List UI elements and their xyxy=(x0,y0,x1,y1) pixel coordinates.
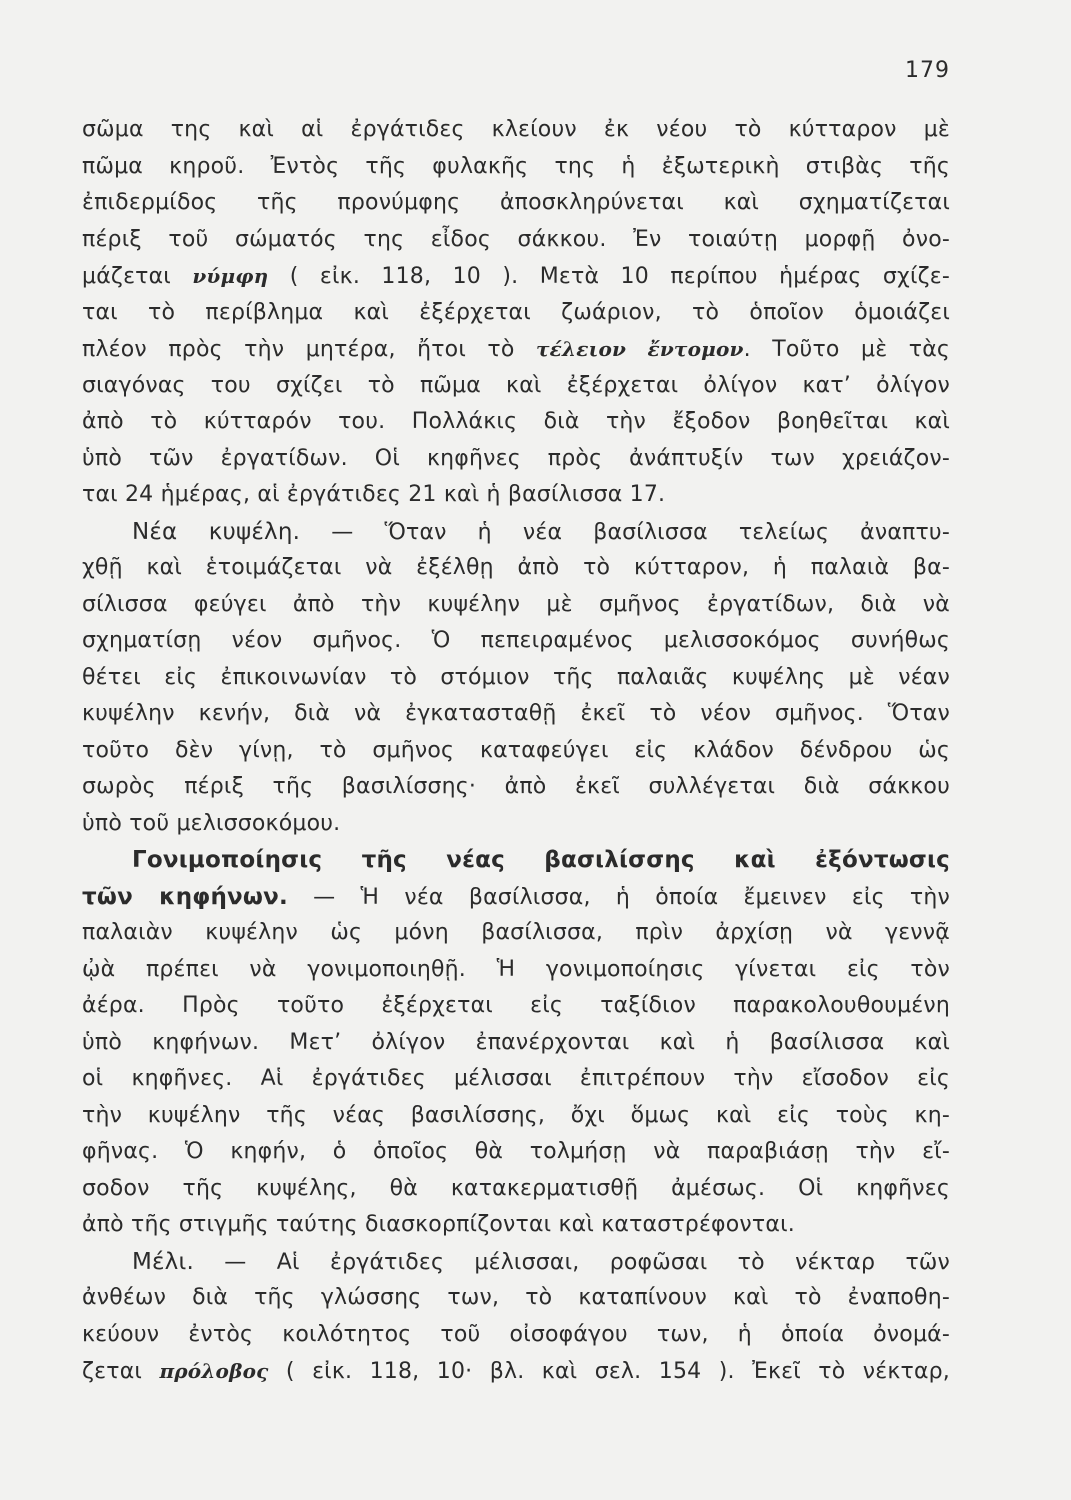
text-line: ἐπιδερμίδος τῆς προνύμφης ἀποσκληρύνεται καὶ σχηματίζεται xyxy=(82,190,950,215)
text-line: ὑπὸ τῶν ἐργατίδων. Οἱ κηφῆνες πρὸς ἀνάπτυξίν των χρειάζον- xyxy=(82,445,950,471)
text-line: ὑπὸ τοῦ μελισσοκόμου. xyxy=(82,810,341,836)
section-line-gonimopoiisis xyxy=(82,842,950,879)
text-line: σιαγόνας του σχίζει τὸ πῶμα καὶ ἐξέρχεται ὀλίγον κατ’ ὀλίγον xyxy=(82,372,950,398)
page-number: 179 xyxy=(905,58,950,83)
term-teleion-entomon: τέλειον ἔντομον xyxy=(535,337,744,361)
text-line: πέριξ τοῦ σώματός της εἶδος σάκκου. Ἐν τοιαύτῃ μορφῇ ὀνο- xyxy=(82,226,950,252)
text-line: ἀέρα. Πρὸς τοῦτο ἐξέρχεται εἰς ταξίδιον παρακολουθουμένη xyxy=(82,993,950,1018)
text-span: . Τοῦτο μὲ τὰς xyxy=(743,337,950,362)
text-span: — Ἡ νέα βασίλισσα, ἡ ὁποία ἔμεινεν εἰς τὴν xyxy=(287,884,950,910)
section-line-nea-kypseli xyxy=(82,514,950,551)
text-line xyxy=(82,879,950,916)
text-span: ζεται xyxy=(82,1359,160,1384)
text-line: σῶμα της καὶ αἱ ἐργάτιδες κλείουν ἐκ νέου τὸ κύτταρον μὲ xyxy=(82,117,950,142)
text-line: σίλισσα φεύγει ἀπὸ τὴν κυψέλην μὲ σμῆνος ἐργατίδων, διὰ νὰ xyxy=(82,591,950,617)
text-span: ( εἰκ. 118, 10· βλ. καὶ σελ. 154 ). Ἐκεῖ τὸ νέκταρ, xyxy=(268,1359,950,1384)
text-span: πλέον πρὸς τὴν μητέρα, ἤτοι τὸ xyxy=(82,337,536,362)
text-line: ται 24 ἡμέρας, αἱ ἐργάτιδες 21 καὶ ἡ βασίλισσα 17. xyxy=(82,482,666,507)
text-line xyxy=(82,258,950,295)
text-line: κεύουν ἐντὸς κοιλότητος τοῦ οἰσοφάγου των, ἡ ὁποία ὀνομά- xyxy=(82,1321,950,1347)
text-line: ὑπὸ κηφήνων. Μετ’ ὀλίγον ἐπανέρχονται καὶ ἡ βασίλισσα καὶ xyxy=(82,1029,950,1055)
section-heading-continued: τῶν κηφήνων. xyxy=(82,883,288,910)
term-nymfi: νύμφη xyxy=(192,264,269,288)
text-line: σχηματίσῃ νέον σμῆνος. Ὁ πεπειραμένος μελισσοκόμος συνήθως xyxy=(82,628,950,653)
text-line: κυψέλην κενήν, διὰ νὰ ἐγκατασταθῇ ἐκεῖ τὸ νέον σμῆνος. Ὅταν xyxy=(82,701,950,726)
text-line: ἀπὸ τὸ κύτταρόν του. Πολλάκις διὰ τὴν ἔξοδον βοηθεῖται καὶ xyxy=(82,409,950,434)
text-line: τοῦτο δὲν γίνῃ, τὸ σμῆνος καταφεύγει εἰς κλάδον δένδρου ὡς xyxy=(82,737,950,763)
text-line: πῶμα κηροῦ. Ἐντὸς τῆς φυλακῆς της ἡ ἐξωτερικὴ στιβὰς τῆς xyxy=(82,153,950,179)
text-line: παλαιὰν κυψέλην ὡς μόνη βασίλισσα, πρὶν ἀρχίσῃ νὰ γεννᾷ xyxy=(82,920,950,945)
section-line-meli xyxy=(82,1244,950,1281)
text-span: — Αἱ ἐργάτιδες μέλισσαι, ροφῶσαι τὸ νέκταρ τῶν xyxy=(193,1249,950,1275)
text-span: — Ὅταν ἡ νέα βασίλισσα τελείως ἀναπτυ- xyxy=(300,519,950,545)
text-line: ἀπὸ τῆς στιγμῆς ταύτης διασκορπίζονται καὶ καταστρέφονται. xyxy=(82,1212,795,1237)
text-line: σωρὸς πέριξ τῆς βασιλίσσης· ἀπὸ ἐκεῖ συλλέγεται διὰ σάκκου xyxy=(82,774,950,799)
text-line xyxy=(82,331,950,368)
section-heading-gonimopoiisis: Γονιμοποίησις τῆς νέας βασιλίσσης καὶ ἐξόντωσις xyxy=(132,847,950,873)
text-line: τὴν κυψέλην τῆς νέας βασιλίσσης, ὄχι ὅμως καὶ εἰς τοὺς κη- xyxy=(82,1102,950,1128)
section-heading-meli: Μέλι. xyxy=(132,1248,194,1275)
text-line: οἱ κηφῆνες. Αἱ ἐργάτιδες μέλισσαι ἐπιτρέπουν τὴν εἴσοδον εἰς xyxy=(82,1066,950,1091)
text-line: ἀνθέων διὰ τῆς γλώσσης των, τὸ καταπίνουν καὶ τὸ ἐναποθη- xyxy=(82,1285,950,1310)
text-line: ται τὸ περίβλημα καὶ ἐξέρχεται ζωάριον, τὸ ὁποῖον ὁμοιάζει xyxy=(82,299,950,325)
text-line: σοδον τῆς κυψέλης, θὰ κατακερματισθῇ ἀμέσως. Οἱ κηφῆνες xyxy=(82,1175,950,1201)
section-heading-nea-kypseli: Νέα κυψέλη. xyxy=(132,518,301,545)
text-line: φῆνας. Ὁ κηφήν, ὁ ὁποῖος θὰ τολμήσῃ νὰ παραβιάσῃ τὴν εἴ- xyxy=(82,1139,950,1164)
text-line: χθῇ καὶ ἑτοιμάζεται νὰ ἐξέλθῃ ἀπὸ τὸ κύτταρον, ἡ παλαιὰ βα- xyxy=(82,555,950,580)
text-line xyxy=(82,1353,950,1390)
text-line: ᾠὰ πρέπει νὰ γονιμοποιηθῇ. Ἡ γονιμοποίησις γίνεται εἰς τὸν xyxy=(82,956,950,982)
text-span: ( εἰκ. 118, 10 ). Μετὰ 10 περίπου ἡμέρας σχίζε- xyxy=(268,264,950,289)
text-line: θέτει εἰς ἐπικοινωνίαν τὸ στόμιον τῆς παλαιᾶς κυψέλης μὲ νέαν xyxy=(82,664,950,690)
text-span: μάζεται xyxy=(82,264,193,289)
term-prolovos: πρόλοβος xyxy=(159,1359,269,1383)
body-text xyxy=(82,112,950,1390)
